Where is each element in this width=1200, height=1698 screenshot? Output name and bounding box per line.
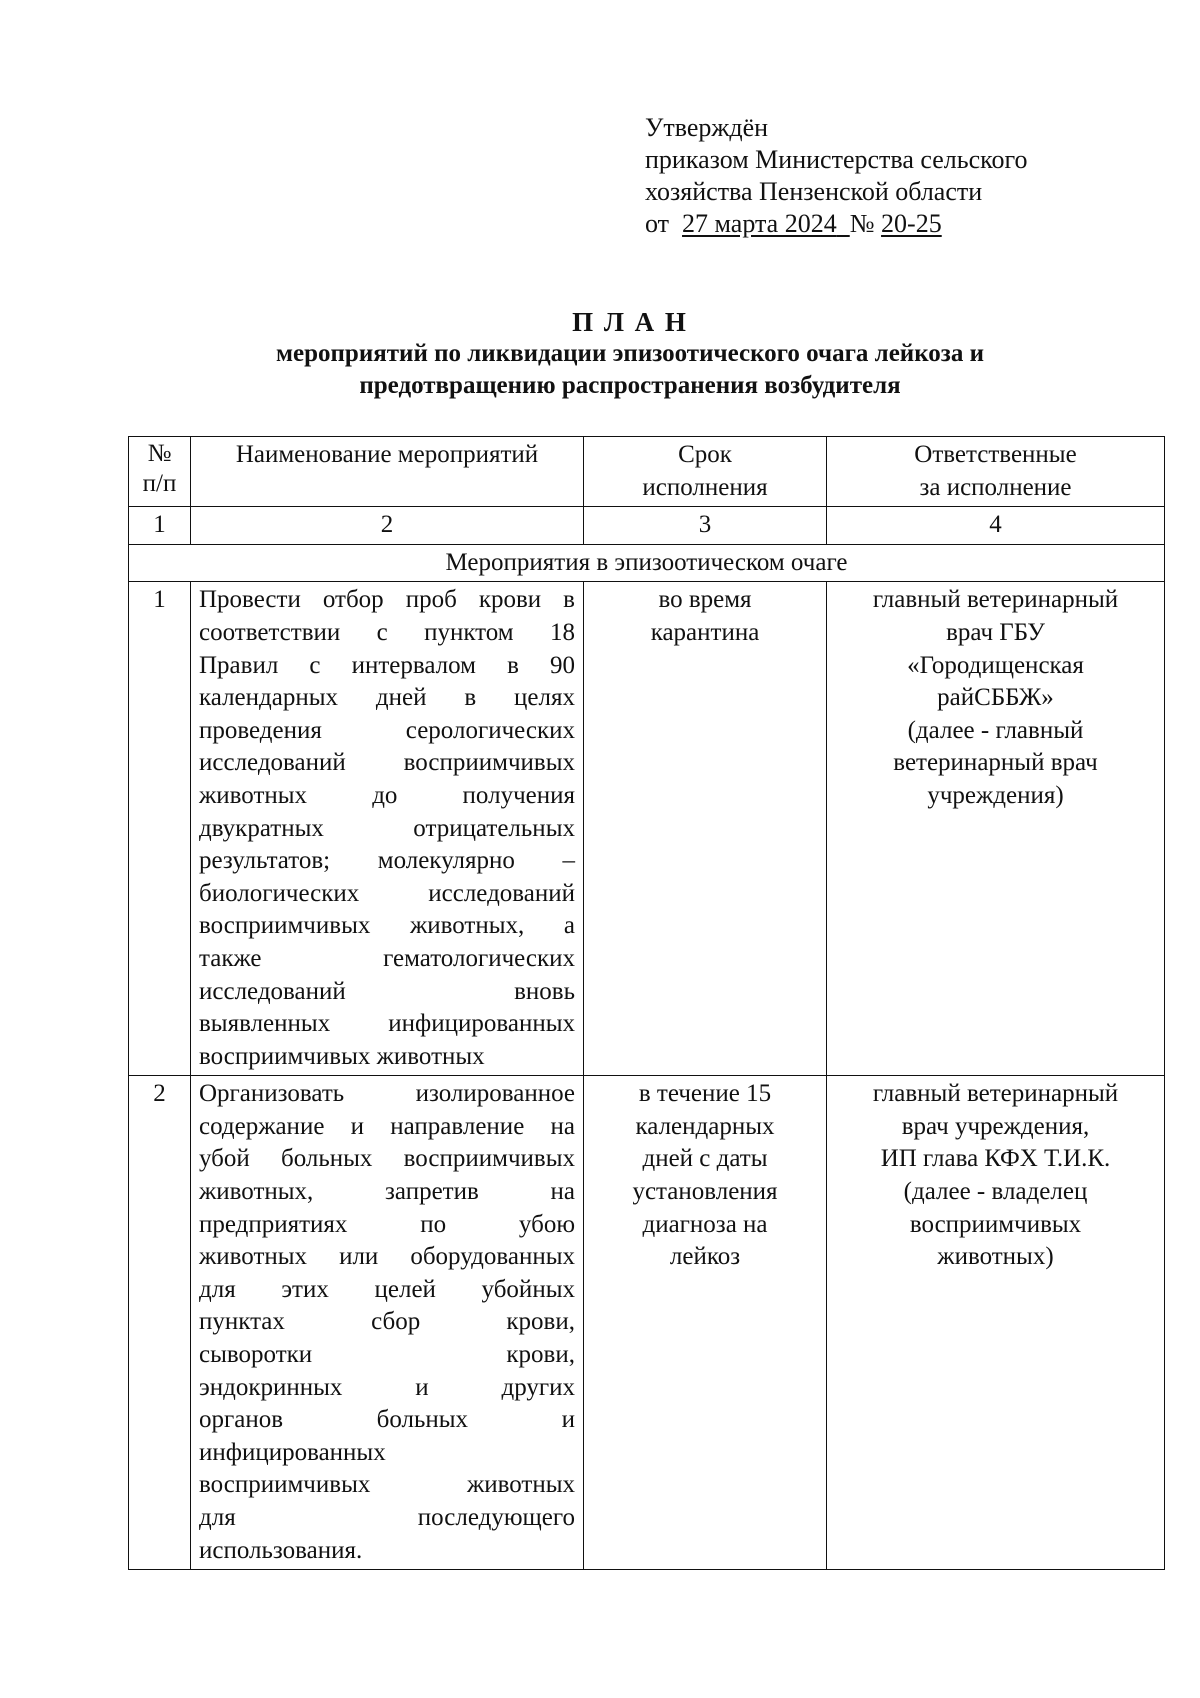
row-term xyxy=(584,1076,827,1570)
cell-line: эндокринных и других xyxy=(199,1373,575,1401)
cell-line: (далее - владелец xyxy=(903,1178,1088,1206)
header-term: Срок исполнения xyxy=(584,437,827,507)
column-number-4: 4 xyxy=(827,507,1165,545)
cell-line: исследований восприимчивых xyxy=(199,749,575,777)
approval-number-sign: № xyxy=(849,209,875,238)
cell-line: инфицированных xyxy=(199,1438,386,1466)
header-responsible: Ответственные за исполнение xyxy=(827,437,1165,507)
cell-line: выявленных инфицированных xyxy=(199,1010,575,1038)
cell-line: пунктах сбор крови, xyxy=(199,1308,575,1336)
cell-line: Провести отбор проб крови в xyxy=(199,586,575,614)
row-term xyxy=(584,582,827,1076)
cell-line: органов больных и xyxy=(199,1406,575,1434)
table-header-row xyxy=(129,437,1165,507)
plan-title-block xyxy=(0,306,1200,402)
cell-line: исследований вновь xyxy=(199,977,575,1005)
cell-line: ИП глава КФХ Т.И.К. xyxy=(880,1145,1111,1173)
cell-line: содержание и направление на xyxy=(199,1112,575,1140)
cell-line: календарных дней в целях xyxy=(199,684,575,712)
cell-line: восприимчивых животных xyxy=(199,1042,485,1070)
row-number: 2 xyxy=(129,1076,191,1570)
cell-line: диагноза на xyxy=(642,1210,768,1238)
cell-line: ветеринарный врач xyxy=(893,749,1098,777)
cell-line: врач ГБУ xyxy=(946,618,1045,646)
row-responsible xyxy=(827,1076,1165,1570)
cell-line: для последующего xyxy=(199,1504,575,1531)
cell-line: календарных xyxy=(635,1112,775,1140)
row-responsible xyxy=(827,582,1165,1076)
cell-line: учреждения) xyxy=(927,781,1064,809)
cell-line: сыворотки крови, xyxy=(199,1341,575,1369)
cell-line: результатов; молекулярно – xyxy=(199,847,575,875)
cell-line: дней с даты xyxy=(642,1145,768,1173)
row-description xyxy=(191,582,584,1076)
cell-line: животных или оборудованных xyxy=(199,1243,575,1271)
table-row xyxy=(129,1076,1165,1570)
cell-line: лейкоз xyxy=(669,1243,741,1271)
column-number-1: 1 xyxy=(129,507,191,545)
cell-line: для этих целей убойных xyxy=(199,1275,575,1303)
cell-line: соответствии с пунктом 18 xyxy=(199,618,575,646)
cell-line: врач учреждения, xyxy=(901,1112,1090,1140)
row-description xyxy=(191,1076,584,1570)
column-number-row xyxy=(129,507,1165,545)
column-number-3: 3 xyxy=(584,507,827,545)
cell-line: биологических исследований xyxy=(199,879,575,907)
cell-line: (далее - главный xyxy=(907,716,1084,744)
header-name: Наименование мероприятий xyxy=(191,437,584,507)
plan-subtitle-line-1: мероприятий по ликвидации эпизоотического очага лейкоза и xyxy=(276,340,984,367)
plan-subtitle-line-2: предотвращению распространения возбудителя xyxy=(359,372,901,399)
approval-date: 27 марта 2024 xyxy=(682,209,837,238)
cell-line: предприятиях по убою xyxy=(199,1210,575,1238)
cell-line: Организовать изолированное xyxy=(199,1080,575,1108)
cell-line: животных до получения xyxy=(199,781,575,809)
cell-line: восприимчивых xyxy=(909,1210,1082,1238)
cell-line: карантина xyxy=(650,618,760,646)
approval-line-approved: Утверждён xyxy=(645,113,769,142)
cell-line: проведения серологических xyxy=(199,716,575,744)
cell-line: животных) xyxy=(937,1243,1054,1271)
section-title: Мероприятия в эпизоотическом очаге xyxy=(129,544,1165,582)
plan-title: П Л А Н xyxy=(572,307,688,337)
approval-number: 20-25 xyxy=(881,209,942,238)
approval-line-order: приказом Министерства сельского xyxy=(645,145,1028,174)
plan-table xyxy=(128,436,1165,1570)
table-row xyxy=(129,582,1165,1076)
cell-line: установления xyxy=(632,1178,778,1206)
section-row xyxy=(129,544,1165,582)
row-number: 1 xyxy=(129,582,191,1076)
cell-line: во время xyxy=(658,586,752,614)
approval-date-prefix: от xyxy=(645,209,670,238)
cell-line: убой больных восприимчивых xyxy=(199,1145,575,1173)
cell-line: главный ветеринарный xyxy=(872,1080,1119,1108)
cell-line: «Городищенская xyxy=(907,651,1084,679)
cell-line: также гематологических xyxy=(199,944,575,972)
approval-block xyxy=(645,112,1027,240)
column-number-2: 2 xyxy=(191,507,584,545)
cell-line: главный ветеринарный xyxy=(872,586,1119,614)
header-number: № п/п xyxy=(129,437,191,507)
cell-line: райСББЖ» xyxy=(937,684,1054,712)
cell-line: использования. xyxy=(199,1536,363,1564)
cell-line: животных, запретив на xyxy=(199,1178,575,1206)
approval-date-line xyxy=(645,208,1027,240)
cell-line: двукратных отрицательных xyxy=(199,814,575,842)
cell-line: Правил с интервалом в 90 xyxy=(199,651,575,679)
approval-line-ministry: хозяйства Пензенской области xyxy=(645,177,983,206)
cell-line: в течение 15 xyxy=(638,1080,772,1108)
cell-line: восприимчивых животных xyxy=(199,1471,575,1499)
cell-line: восприимчивых животных, а xyxy=(199,912,575,940)
